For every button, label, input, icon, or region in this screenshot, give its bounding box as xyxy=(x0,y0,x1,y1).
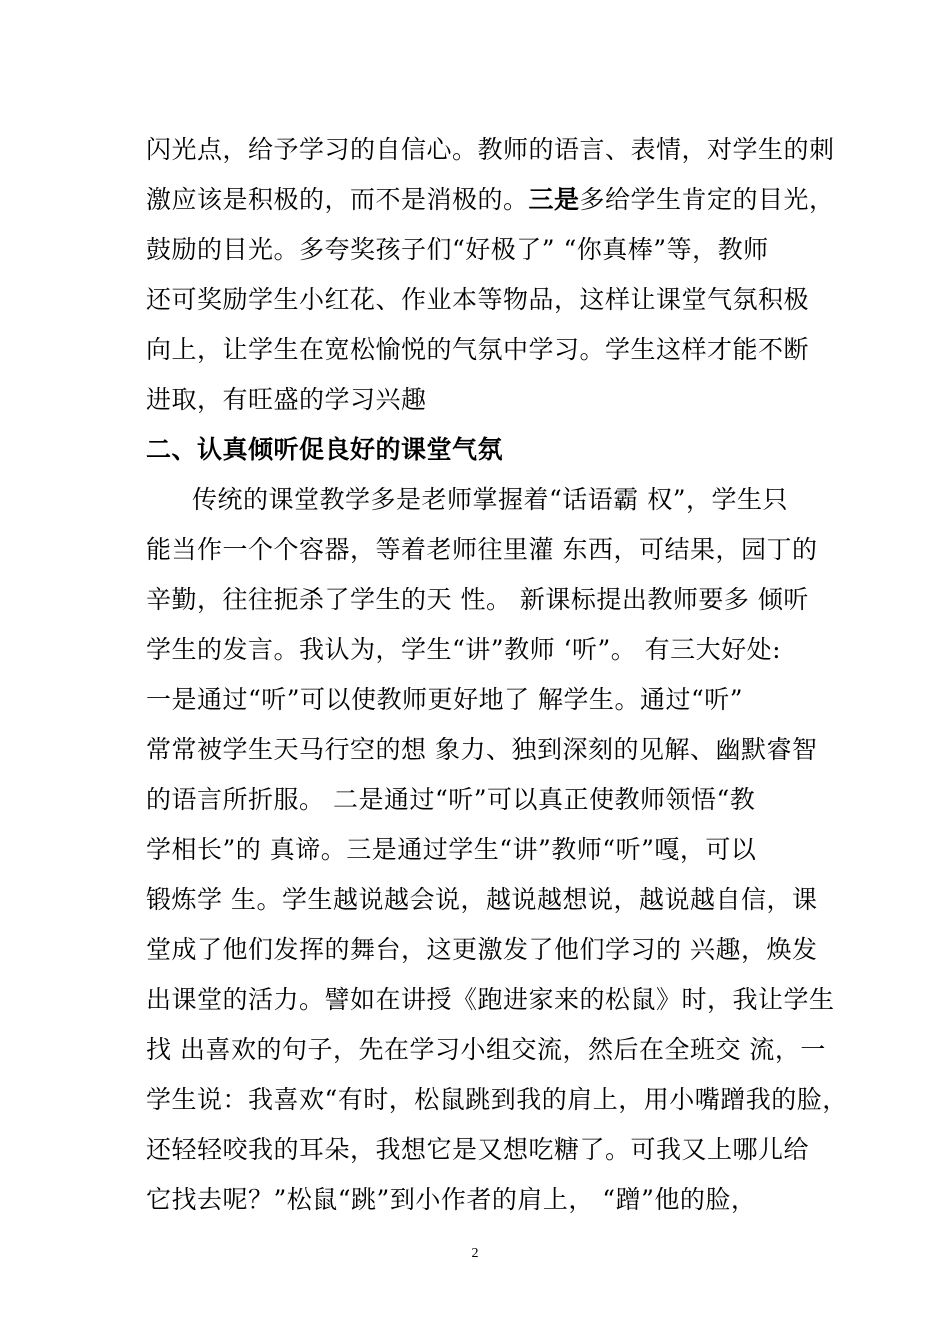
text-line: 闪光点，给予学习的自信心。教师的语言、表情，对学生的刺 xyxy=(146,135,835,164)
text-line: 的语言所折服。 二是通过“听”可以真正使教师领悟“教 xyxy=(146,785,756,814)
text-line: 辛勤，往往扼杀了学生的天 性。 新课标提出教师要多 倾听 xyxy=(146,585,809,614)
text-line: 向上，让学生在宽松愉悦的气氛中学习。学生这样才能不断 xyxy=(146,335,810,364)
text-line: 常常被学生天马行空的想 象力、独到深刻的见解、幽默睿智 xyxy=(146,735,818,764)
text-line: 学生的发言。我认为，学生“讲”教师 ‘听”。 有三大好处: xyxy=(146,635,782,664)
page-number: 2 xyxy=(471,1246,479,1261)
bold-phrase: 三是 xyxy=(528,185,580,214)
section-heading: 二、认真倾听促良好的课堂气氛 xyxy=(146,435,504,464)
text-line: 还可奖励学生小红花、作业本等物品，这样让课堂气氛积极 xyxy=(146,285,810,314)
text-line xyxy=(146,183,835,217)
text-line: 鼓励的目光。多夸奖孩子们“好极了” “你真棒”等，教师 xyxy=(146,235,769,264)
text-line: 堂成了他们发挥的舞台，这更激发了他们学习的 兴趣，焕发 xyxy=(146,935,818,964)
text-line: 出课堂的活力。譬如在讲授《跑进家来的松鼠》时，我让学生 xyxy=(146,985,835,1014)
text-line: 传统的课堂教学多是老师掌握着“话语霸 权”，学生只 xyxy=(192,485,789,514)
text-line: 找 出喜欢的句子，先在学习小组交流，然后在全班交 流，一 xyxy=(146,1035,826,1064)
text-segment: 多给学生肯定的目光， xyxy=(579,185,835,214)
text-line: 学相长”的 真谛。三是通过学生“讲”教师“听”嘎，可以 xyxy=(146,835,757,864)
text-line: 还轻轻咬我的耳朵，我想它是又想吃糖了。可我又上哪儿给 xyxy=(146,1135,810,1164)
text-line: 进取，有旺盛的学习兴趣 xyxy=(146,385,427,414)
text-line: 一是通过“听”可以使教师更好地了 解学生。通过“听” xyxy=(146,685,744,714)
text-segment: 激应该是积极的，而不是消极的。 xyxy=(146,185,529,214)
text-line: 学生说：我喜欢“有时，松鼠跳到我的肩上，用小嘴蹭我的脸， xyxy=(146,1085,848,1114)
text-line: 它找去呢？”松鼠“跳”到小作者的肩上， “蹭”他的脸， xyxy=(146,1185,757,1214)
text-line: 能当作一个个容器，等着老师往里灌 东西，可结果，园丁的 xyxy=(146,535,818,564)
text-line: 锻炼学 生。学生越说越会说，越说越想说，越说越自信，课 xyxy=(146,885,818,914)
